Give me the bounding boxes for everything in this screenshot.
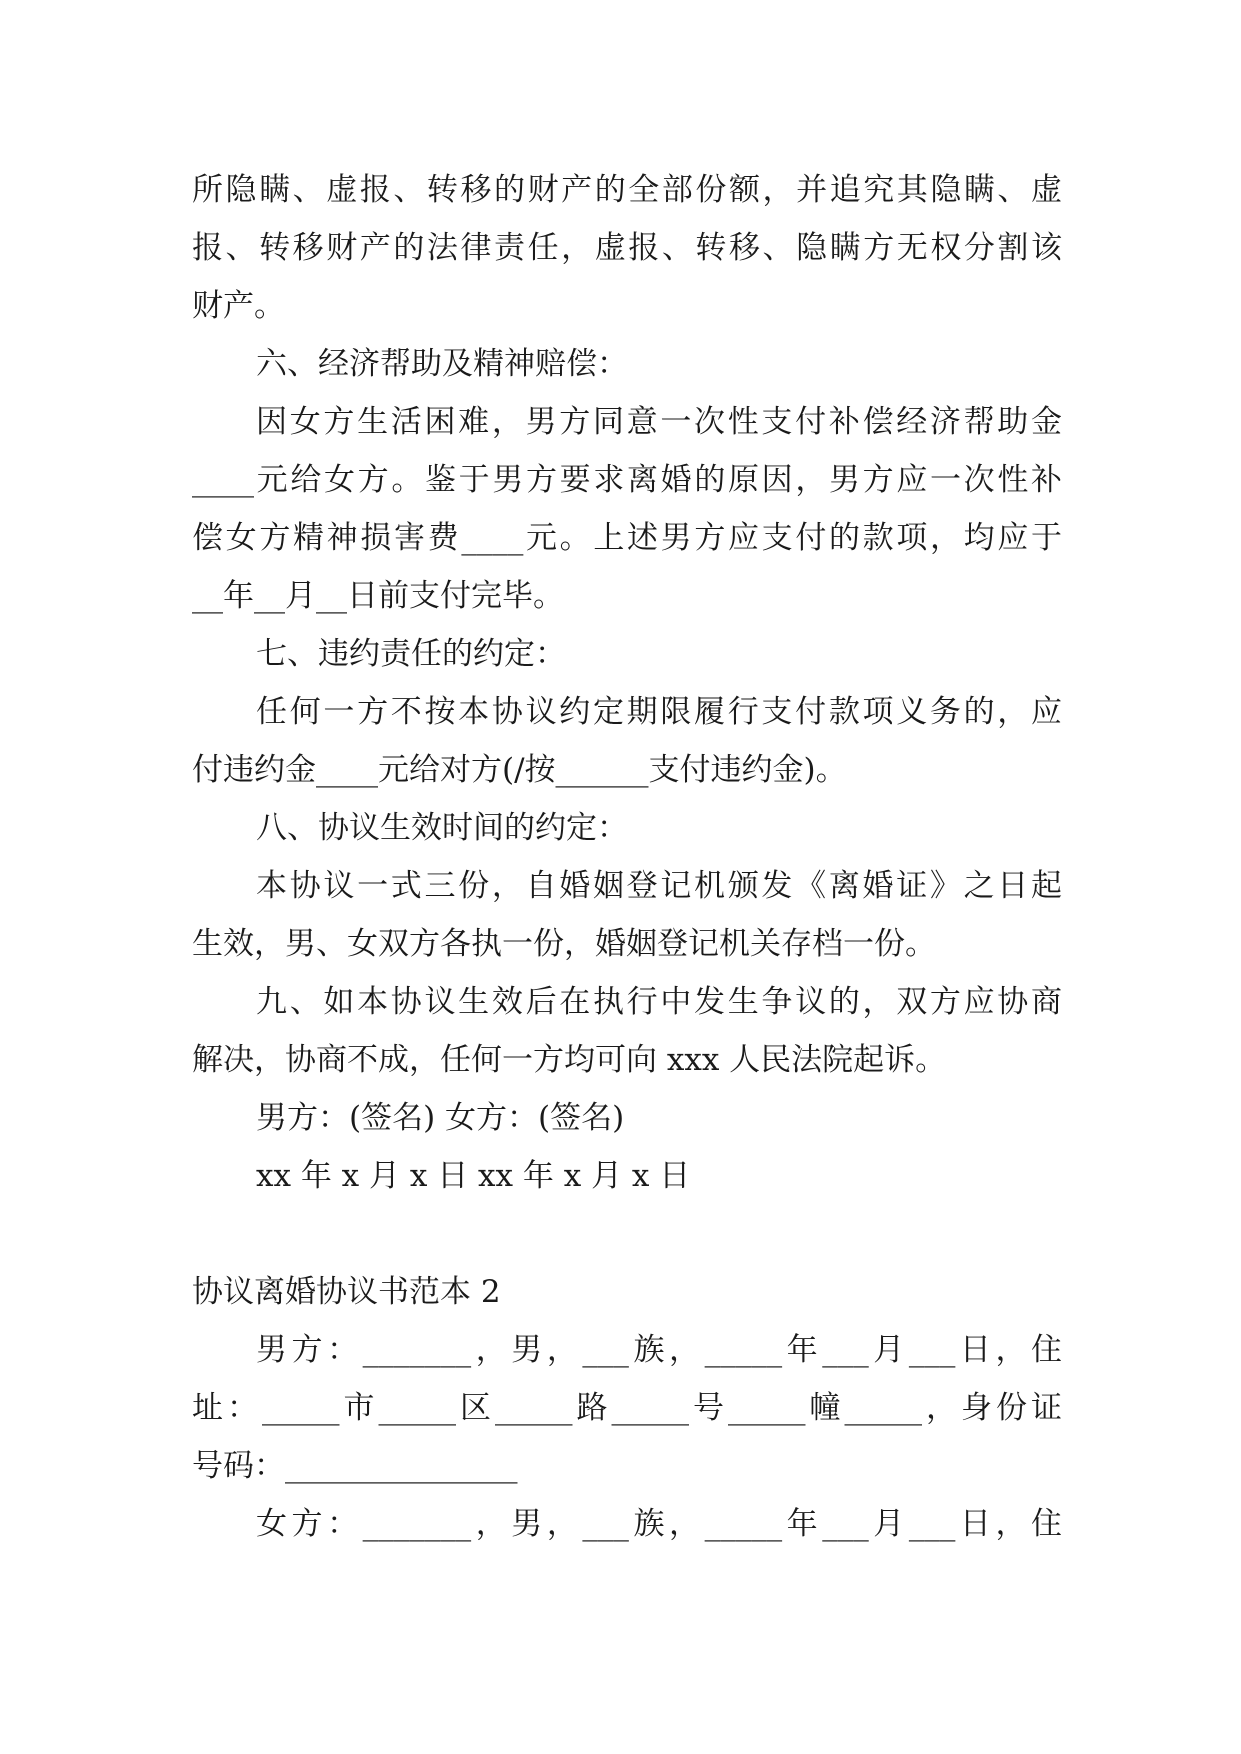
paragraph-line: 因女方生活困难，男方同意一次性支付补偿经济帮助金 bbox=[256, 404, 1062, 440]
paragraph-line: 九、如本协议生效后在执行中发生争议的，双方应协商 bbox=[256, 984, 1062, 1020]
paragraph-line: 号码：_______________ bbox=[192, 1448, 518, 1484]
document-title-2: 协议离婚协议书范本 2 bbox=[192, 1274, 501, 1310]
paragraph-line: 偿女方精神损害费____元。上述男方应支付的款项，均应于 bbox=[192, 520, 1062, 556]
paragraph-line: 女方：_______，男，___族，_____年___月___日，住 bbox=[256, 1506, 1062, 1542]
paragraph-line: 付违约金____元给对方(/按______支付违约金)。 bbox=[192, 752, 847, 788]
paragraph-line: 址：_____市_____区_____路_____号_____幢_____，身份证 bbox=[192, 1390, 1062, 1426]
section-heading-8: 八、协议生效时间的约定： bbox=[256, 810, 628, 846]
paragraph-line: 报、转移财产的法律责任，虚报、转移、隐瞒方无权分割该 bbox=[192, 230, 1062, 266]
paragraph-line: 男方：_______，男，___族，_____年___月___日，住 bbox=[256, 1332, 1062, 1368]
signature-line: 男方：(签名) 女方：(签名) bbox=[256, 1100, 625, 1136]
paragraph-line: 所隐瞒、虚报、转移的财产的全部份额，并追究其隐瞒、虚 bbox=[192, 172, 1062, 208]
section-heading-7: 七、违约责任的约定： bbox=[256, 636, 566, 672]
paragraph-line: 生效，男、女双方各执一份，婚姻登记机关存档一份。 bbox=[192, 926, 936, 962]
paragraph-line: __年__月__日前支付完毕。 bbox=[192, 578, 564, 614]
paragraph-line: 解决，协商不成，任何一方均可向 xxx 人民法院起诉。 bbox=[192, 1042, 947, 1078]
paragraph-line: ____元给女方。鉴于男方要求离婚的原因，男方应一次性补 bbox=[192, 462, 1062, 498]
paragraph-line: 任何一方不按本协议约定期限履行支付款项义务的，应 bbox=[256, 694, 1062, 730]
paragraph-line: 财产。 bbox=[192, 288, 285, 324]
section-heading-6: 六、经济帮助及精神赔偿： bbox=[256, 346, 628, 382]
date-line: xx 年 x 月 x 日 xx 年 x 月 x 日 bbox=[256, 1158, 691, 1194]
paragraph-line: 本协议一式三份，自婚姻登记机颁发《离婚证》之日起 bbox=[256, 868, 1062, 904]
